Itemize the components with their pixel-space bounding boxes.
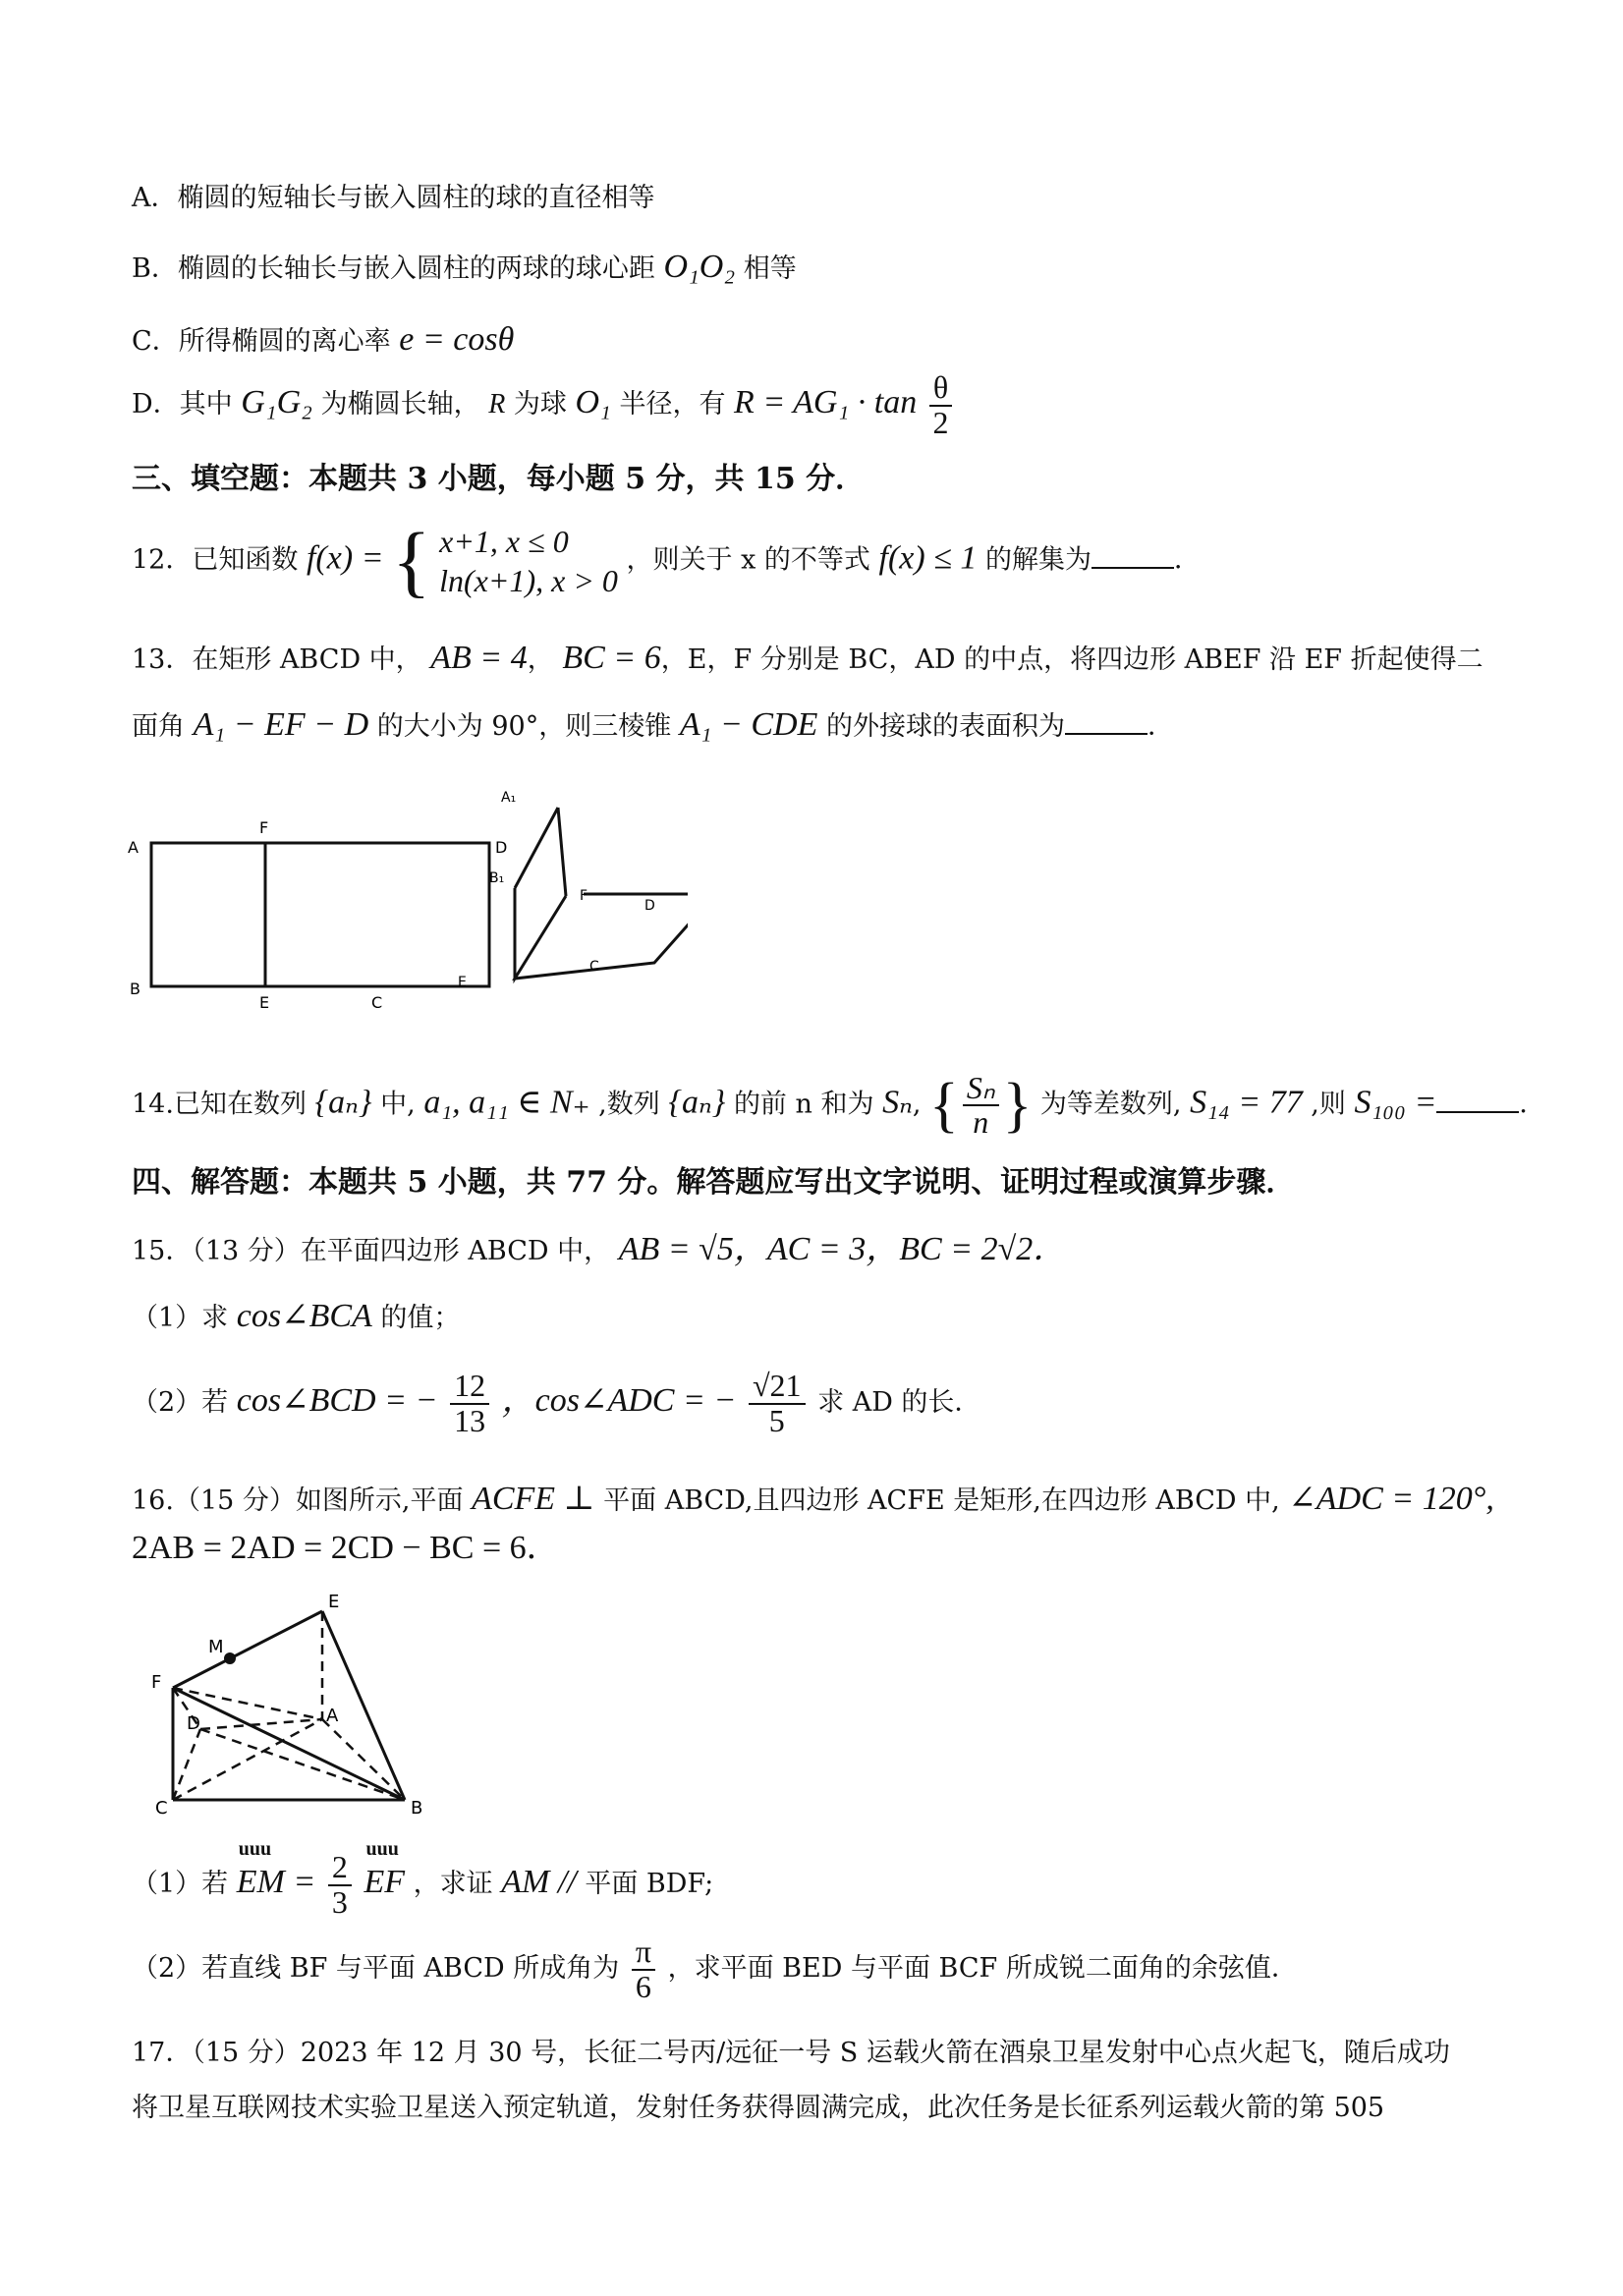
fig2-label-a1: A₁ (501, 790, 517, 806)
fig2-label-b1: B₁ (489, 870, 505, 886)
q15-2-frac2-den: 5 (768, 1402, 785, 1438)
q12-tail: 的解集为 (984, 544, 1091, 576)
q16-1-vector-em (236, 1838, 316, 1903)
option-b (132, 248, 797, 288)
q16-2-fraction (632, 1935, 655, 2003)
q14-fraction-num: Sₙ (963, 1072, 999, 1107)
q13-figures (118, 776, 688, 1022)
q15-1-text-a: （1）求 (132, 1303, 229, 1333)
fig2-label-f: F (580, 888, 588, 904)
q12-brace: { (392, 516, 431, 605)
q16-1-math: EM = (236, 1864, 316, 1901)
fig2-label-e: E (458, 975, 467, 990)
section-3-heading: 三、填空题：本题共 3 小题，每小题 5 分，共 15 分． (132, 462, 866, 496)
q13-text-2a: 面角 (132, 711, 185, 742)
option-d-math-1: G₁G₂ (241, 384, 312, 421)
option-d-math-2: R (488, 389, 506, 420)
q13-text-2c: 的外接球的表面积为 (825, 711, 1065, 742)
q13-text-2b: 的大小为 90°，则三棱锥 (376, 711, 672, 742)
rectangle-abcd (151, 843, 489, 986)
question-16-line-2 (132, 1529, 560, 1569)
fig1-label-e: E (259, 993, 270, 1012)
q13-math-2: BC = 6 (562, 640, 661, 676)
question-12: 12．已知函数 f(x) = { x+1, x ≤ 0 ln(x+1), x > 0 ，则关于 x 的不等式 f(x) ≤ 1 的解集为 ． (132, 516, 1201, 605)
q16-1-overmark-2: uuu (365, 1838, 399, 1861)
option-c (132, 320, 514, 361)
q16-line-2: 2AB = 2AD = 2CD − BC = 6． (132, 1530, 560, 1566)
fig3-label-m: M (208, 1637, 224, 1657)
option-a (132, 183, 655, 214)
folded-figure (515, 808, 688, 979)
point-m (224, 1652, 236, 1664)
option-d-text-2: 为球 (513, 389, 567, 420)
segment-db (200, 1729, 405, 1800)
fig1-label-b: B (130, 980, 140, 998)
q16-1-fraction (328, 1851, 352, 1919)
q12-case-2: ln(x+1), x > 0 (439, 563, 618, 598)
q13-math-3: A₁ − EF − D (193, 706, 369, 743)
q14-brace-open: { (929, 1072, 959, 1139)
q15-2-fraction-2 (749, 1370, 806, 1437)
option-b-text: B．椭圆的长轴长与嵌入圆柱的两球的球心距 (132, 253, 655, 284)
q16-figure (147, 1582, 462, 1822)
question-14: 14.已知在数列 {aₙ} 中, a₁, a₁₁ ∈ N₊ ,数列 {aₙ} 的前 n 和为 Sₙ, { $\frac{\text{Sₙ}}{n}$ } 为等差数列, S₁₄ = 77 ,则 S₁₀₀ = ． (132, 1069, 1546, 1141)
fig1-label-a: A (128, 838, 139, 857)
option-c-math: e = cosθ (399, 321, 515, 358)
question-17-line-2: 将卫星互联网技术实验卫星送入预定轨道，发射任务获得圆满完成，此次任务是长征系列运载火箭的第 505 (132, 2093, 1385, 2123)
question-13-line-1: 13．在矩形 ABCD 中， AB = 4， BC = 6，E，F 分别是 BC，AD 的中点，将四边形 ABEF 沿 EF 折起使得二 (132, 640, 1483, 676)
q16-2-frac-num: π (632, 1935, 655, 1971)
fig2-label-d: D (644, 898, 655, 914)
q13-math-1: AB = 4 (430, 640, 528, 676)
segment-cd (173, 1729, 200, 1800)
q15-2-frac2-num: √21 (749, 1370, 806, 1405)
fig3-label-b: B (411, 1798, 423, 1819)
q13-text-1: 13．在矩形 ABCD 中， (132, 644, 422, 675)
q16-2-frac-den: 6 (635, 1968, 651, 2004)
q14-brace-close: } (1002, 1072, 1033, 1139)
q16-math-1: ACFE ⊥ (472, 1481, 595, 1517)
fig3-label-a: A (326, 1706, 339, 1726)
q13-math-4: A₁ − CDE (679, 706, 818, 743)
question-15-part-1 (132, 1297, 460, 1337)
q12-case-1: x+1, x ≤ 0 (439, 524, 569, 559)
option-d-text: D．其中 (132, 389, 233, 420)
q16-2-text-a: （2）若直线 BF 与平面 ABCD 所成角为 (132, 1953, 620, 1985)
fig2-label-c: C (589, 959, 599, 975)
q16-1-text-c: 平面 BDF; (585, 1869, 714, 1900)
q12-blank (1091, 543, 1174, 569)
option-d-math-4: R = AG₁ · tan (734, 384, 918, 421)
fig3-label-e: E (328, 1592, 340, 1612)
segment-a1f (558, 808, 566, 896)
section-4-heading: 四、解答题：本题共 5 小题，共 77 分。解答题应写出文字说明、证明过程或演算步骤． (132, 1165, 1296, 1200)
q14-fraction (963, 1069, 999, 1141)
q14-seq-2: {aₙ} (668, 1084, 726, 1121)
q15-text: 15．（13 分）在平面四边形 ABCD 中， (132, 1236, 611, 1266)
segment-da (200, 1719, 322, 1729)
q15-2-frac1-den: 13 (454, 1402, 486, 1438)
q16-text-a: 16.（15 分）如图所示,平面 (132, 1485, 464, 1516)
q15-2-math-2: ，cos∠ADC = − (501, 1382, 737, 1420)
fig3-label-c: C (155, 1798, 168, 1819)
q12-cases (439, 522, 618, 600)
option-d-math-3: O₁ (575, 384, 611, 421)
option-d-fraction-den: 2 (932, 404, 949, 440)
fig1-label-c: C (371, 993, 383, 1012)
fig1-label-f: F (259, 818, 269, 837)
q16-1-math-3: AM // (501, 1864, 577, 1901)
q14-seq-1: {aₙ} (314, 1084, 372, 1121)
q15-1-math: cos∠BCA (236, 1298, 372, 1334)
q12-function: f(x) = (306, 539, 384, 577)
option-b-math: O₁O₂ (663, 249, 736, 285)
option-d-text-1: 为椭圆长轴， (320, 389, 480, 420)
q16-1-frac-den: 3 (331, 1883, 348, 1920)
rectangle-figure (151, 843, 489, 986)
q12-mid: ，则关于 x 的不等式 (626, 544, 870, 576)
segment-fb (173, 1688, 405, 1800)
q14-text-b: 中, (380, 1089, 416, 1120)
q15-1-text-b: 的值； (380, 1303, 461, 1333)
question-17-line-1: 17．（15 分）2023 年 12 月 30 号，长征二号丙/远征一号 S 运载火箭在酒泉卫星发射中心点火起飞，随后成功 (132, 2038, 1450, 2068)
q15-2-frac1-num: 12 (450, 1370, 489, 1405)
question-16-line-1 (132, 1480, 1494, 1520)
q16-1-math-2: EF (364, 1864, 406, 1901)
q14-math-4: S₁₄ = 77 (1190, 1084, 1303, 1121)
option-d (132, 371, 956, 439)
option-c-text: C．所得椭圆的离心率 (132, 326, 391, 357)
q14-text-f: ,则 (1311, 1089, 1346, 1120)
q14-blank (1436, 1088, 1519, 1113)
q16-1-overmark-1: uuu (238, 1838, 272, 1861)
folded-lines (515, 888, 688, 979)
q12-inequality: f(x) ≤ 1 (878, 539, 978, 577)
q13-text-1b: ，E，F 分别是 BC，AD 的中点，将四边形 ABEF 沿 EF 折起使得二 (660, 644, 1483, 675)
q14-fraction-den: n (973, 1104, 989, 1141)
q14-sn: Sₙ (882, 1084, 913, 1121)
q14-text-c: ,数列 (598, 1089, 660, 1120)
fig3-label-f: F (151, 1672, 162, 1693)
q16-1-text-a: （1）若 (132, 1869, 229, 1900)
q12-text: 12．已知函数 (132, 544, 299, 576)
option-a-text: A．椭圆的短轴长与嵌入圆柱的球的直径相等 (132, 183, 655, 213)
fig3-label-d: D (187, 1713, 200, 1734)
q16-math-2: ∠ADC = 120°, (1288, 1481, 1494, 1517)
segment-ab (322, 1719, 405, 1800)
option-d-fraction (929, 371, 952, 439)
q16-text-b: 平面 ABCD,且四边形 ACFE 是矩形,在四边形 ABCD 中, (603, 1485, 1280, 1516)
q16-2-text-b: ，求平面 BED 与平面 BCF 所成锐二面角的余弦值． (667, 1953, 1298, 1985)
q14-text-d: 的前 n 和为 (733, 1089, 874, 1120)
q14-math-2: a₁, a₁₁ ∈ N₊ (423, 1084, 590, 1121)
q15-math: AB = √5，AC = 3，BC = 2√2． (618, 1231, 1067, 1267)
option-b-tail: 相等 (743, 253, 797, 284)
question-16-part-1 (132, 1838, 714, 1920)
segment-fe (173, 1611, 322, 1688)
q15-2-fraction-1 (450, 1370, 489, 1437)
question-16-part-2 (132, 1935, 1298, 2003)
question-13-line-2: 面角 A₁ − EF − D 的大小为 90°，则三棱锥 A₁ − CDE 的外接球的表面积为 ． (132, 706, 1174, 743)
q15-2-math-1: cos∠BCD = − (236, 1382, 438, 1420)
q16-1-vector-ef (364, 1838, 406, 1903)
option-d-text-3: 半径，有 (619, 389, 726, 420)
q14-text-a: 14.已知在数列 (132, 1089, 307, 1120)
q13-blank (1065, 709, 1147, 735)
q14-math-5: S₁₀₀ = (1354, 1084, 1437, 1121)
q15-2-text-a: （2）若 (132, 1387, 229, 1419)
q14-text-e: 为等差数列, (1039, 1089, 1182, 1120)
q15-2-text-b: 求 AD 的长． (817, 1387, 981, 1419)
question-15 (132, 1230, 1066, 1270)
q16-1-text-b: ，求证 (413, 1869, 493, 1900)
option-d-fraction-num: θ (929, 371, 952, 407)
question-15-part-2 (132, 1370, 980, 1437)
segment-b1a1 (515, 808, 558, 888)
q16-1-frac-num: 2 (328, 1851, 352, 1886)
fig1-label-d: D (495, 838, 508, 857)
